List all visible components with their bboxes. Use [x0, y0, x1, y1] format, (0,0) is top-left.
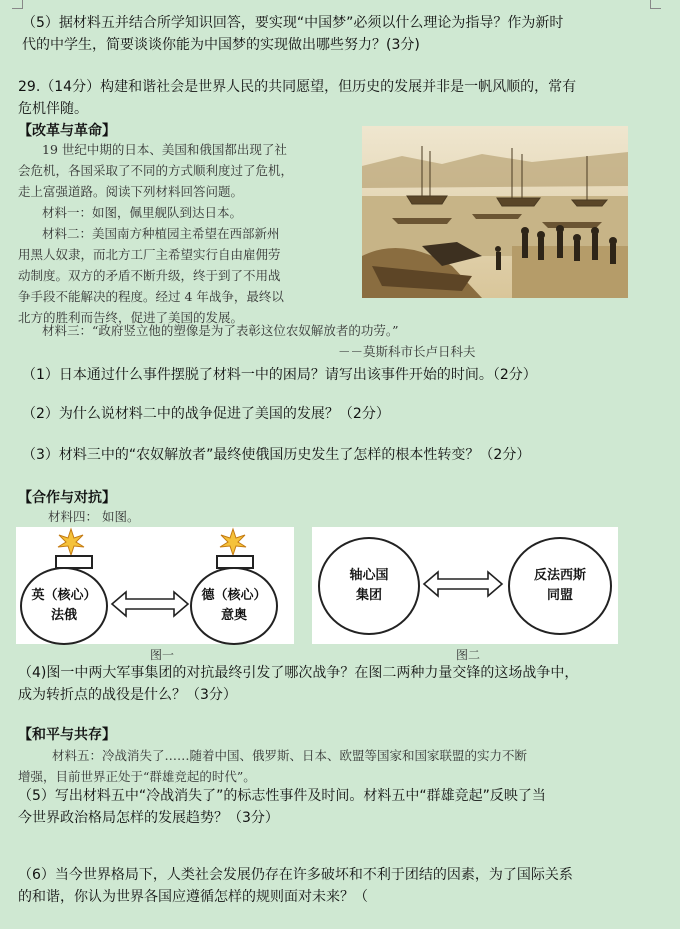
question-5 — [18, 785, 658, 829]
page-corner-mark — [12, 0, 23, 9]
section-title-peace-coexistence: 【和平与共存】 — [18, 727, 116, 743]
question-2: （2）为什么说材料二中的战争促进了美国的发展？（2分） — [22, 406, 390, 422]
figure-2-wwii-blocs — [312, 527, 618, 644]
entente-label-line2: 法俄 — [50, 608, 77, 623]
question-29-intro — [18, 76, 658, 120]
perry-fleet-illustration — [362, 126, 628, 298]
figure-1-alliances — [16, 527, 294, 644]
q6-line2: 的和谐，你认为世界各国应遵循怎样的规则面对未来？（ — [18, 889, 368, 905]
prev-q5-line1: （5）据材料五并结合所学知识回答，要实现“中国梦”必须以什么理论为指导？作为新时 — [22, 15, 564, 31]
axis-label-line2: 集团 — [355, 588, 382, 603]
intro-line3: 走上富强道路。阅读下列材料回答问题。 — [18, 184, 244, 199]
central-label-line1: 德（核心） — [201, 588, 267, 603]
q6-line1: （6）当今世界格局下，人类社会发展仍存在许多破坏和不利于团结的因素，为了国际关系 — [18, 867, 573, 883]
central-powers-circle — [190, 567, 278, 645]
figure-2-caption: 图二 — [456, 648, 481, 662]
q5-line1: （5）写出材料五中“冷战消失了”的标志性事件及时间。材料五中“群雄竞起”反映了当 — [18, 788, 546, 804]
material-5 — [18, 745, 658, 787]
allies-label-line2: 同盟 — [546, 588, 573, 603]
material-5-line1: 材料五：冷战消失了……随着中国、俄罗斯、日本、欧盟等国家和国家联盟的实力不断 — [52, 748, 528, 763]
anti-fascist-alliance-circle — [508, 537, 612, 635]
double-arrow-icon — [110, 589, 190, 619]
material-1: 材料一：如图，佩里舰队到达日本。 — [42, 205, 243, 220]
material-2-line5: 北方的胜利而告终，促进了美国的发展。 — [18, 310, 244, 325]
q29-line2: 危机伴随。 — [18, 101, 88, 117]
material-2-line3: 动制度。双方的矛盾不断升级，终于到了不用战 — [18, 268, 281, 283]
prev-q5-line2: 代的中学生，简要谈谈你能为中国梦的实现做出哪些努力？(3分) — [22, 37, 420, 53]
material-2-line1: 材料二：美国南方种植园主希望在西部新州 — [42, 226, 280, 241]
material-2-line2: 用黑人奴隶，而北方工厂主希望实行自由雇佣劳 — [18, 247, 281, 262]
axis-label-line1: 轴心国 — [349, 568, 389, 583]
q4-line1: （4)图一中两大军事集团的对抗最终引发了哪次战争？在图二两种力量交锋的这场战争中， — [18, 665, 579, 681]
explosion-icon — [218, 527, 248, 557]
section-title-reform-revolution: 【改革与革命】 — [18, 123, 116, 139]
central-label-line2: 意奥 — [220, 608, 247, 623]
entente-label-line1: 英（核心） — [31, 588, 97, 603]
section-title-cooperation-confrontation: 【合作与对抗】 — [18, 490, 116, 506]
q5-line2: 今世界政治格局怎样的发展趋势？（3分） — [18, 810, 279, 826]
section1-materials — [18, 139, 358, 328]
material-3: 材料三：“政府竖立他的塑像是为了表彰这位农奴解放者的功劳。” — [42, 323, 399, 338]
q4-line2: 成为转折点的战役是什么？（3分） — [18, 687, 237, 703]
question-3: （3）材料三中的“农奴解放者”最终使俄国历史发生了怎样的根本性转变？（2分） — [22, 447, 531, 463]
figure-1-caption: 图一 — [150, 648, 175, 662]
page-corner-mark — [650, 0, 661, 9]
question-4 — [18, 662, 658, 706]
prev-question-5 — [22, 12, 662, 56]
intro-line1: 19 世纪中期的日本、美国和俄国都出现了社 — [42, 142, 287, 157]
material-4: 材料四： 如图。 — [48, 509, 140, 524]
material-3-source: －－莫斯科市长卢日科夫 — [338, 344, 476, 359]
question-6 — [18, 864, 658, 908]
explosion-icon — [56, 527, 86, 557]
question-1: （1）日本通过什么事件摆脱了材料一中的困局？请写出该事件开始的时间。（2分） — [22, 367, 537, 383]
entente-bloc-circle — [20, 567, 108, 645]
material-2-line4: 争手段不能解决的程度。经过 4 年战争，最终以 — [18, 289, 284, 304]
intro-line2: 会危机，各国采取了不同的方式顺利度过了危机， — [18, 163, 294, 178]
allies-label-line1: 反法西斯 — [533, 568, 586, 583]
q29-line1: 29.（14分）构建和谐社会是世界人民的共同愿望，但历史的发展并非是一帆风顺的，常有 — [18, 79, 577, 95]
material-5-line2: 增强，目前世界正处于“群雄竞起的时代”。 — [18, 769, 256, 784]
double-arrow-icon — [422, 569, 504, 599]
axis-powers-circle — [318, 537, 420, 635]
